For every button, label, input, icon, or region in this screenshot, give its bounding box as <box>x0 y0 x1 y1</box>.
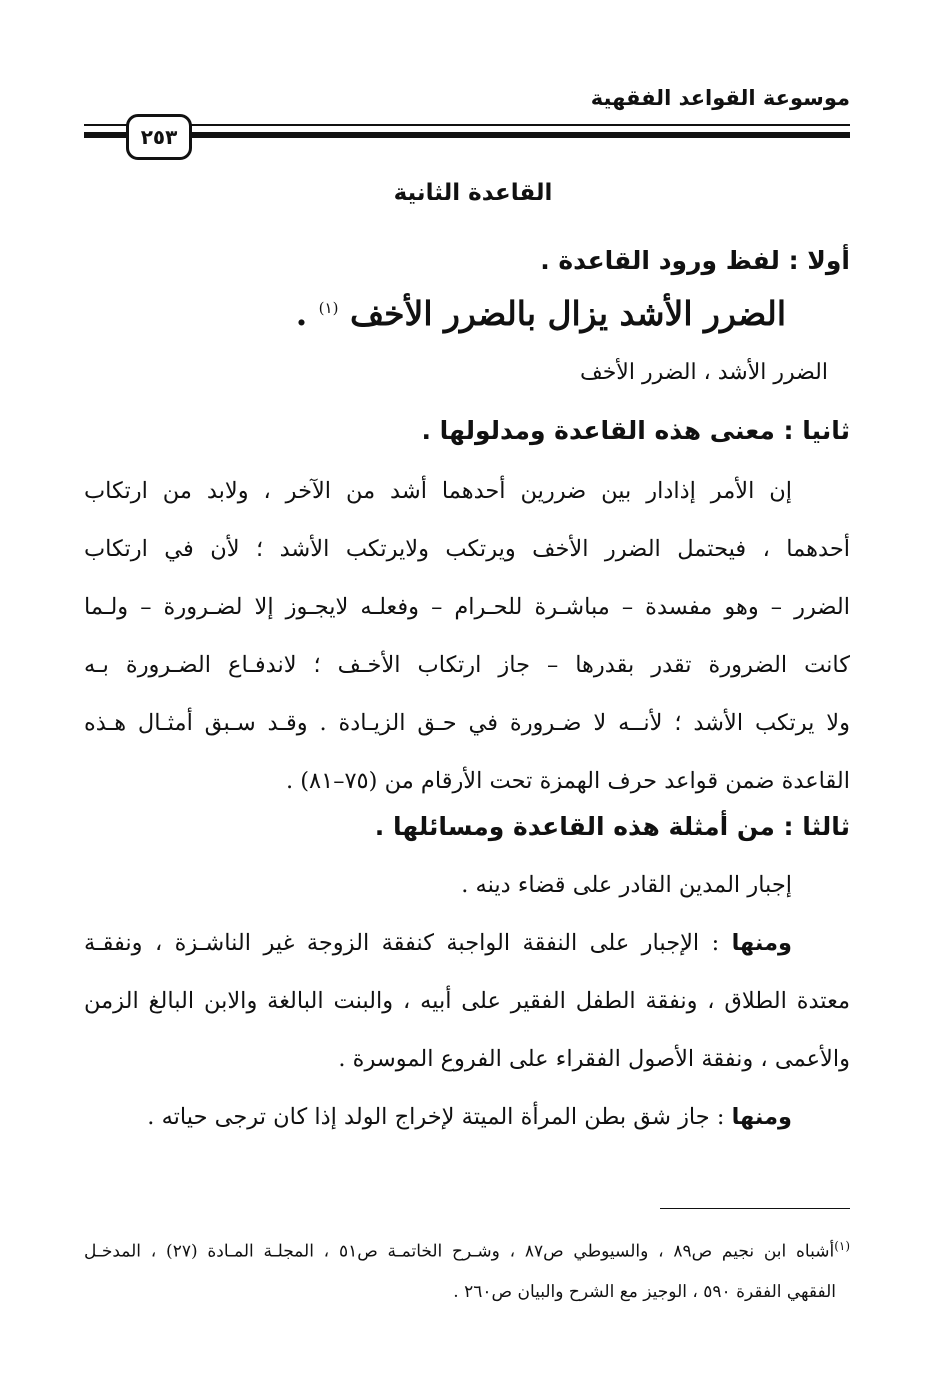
section1-heading: أولا : لفظ ورود القاعدة . <box>540 246 850 275</box>
paragraph-line: أحدهما ، فيحتمل الضرر الأخف ويرتكب ولايرتكب الأشد ؛ لأن في ارتكاب <box>84 536 850 562</box>
rule-statement <box>84 294 786 333</box>
section2-heading: ثانيا : معنى هذه القاعدة ومدلولها . <box>421 416 850 445</box>
meaning-paragraph <box>84 462 850 810</box>
example-text: : جاز شق بطن المرأة الميتة لإخراج الولد إذا كان ترجى حياته . <box>147 1104 732 1130</box>
footnote <box>84 1226 850 1312</box>
example-line: والأعمى ، ونفقة الأصول الفقراء على الفروع الموسرة . <box>338 1046 850 1072</box>
example-line: معتدة الطلاق ، ونفقة الطفل الفقير على أبيه ، والبنت البالغة والابن البالغ الزمن <box>84 988 850 1014</box>
example-1 <box>84 856 792 914</box>
footnote-line <box>84 1226 850 1272</box>
paragraph-line: كانت الضرورة تقدر بقدرها – جاز ارتكاب الأخـف ؛ لاندفـاع الضـرورة بـه <box>84 652 850 678</box>
header-rule-thin <box>84 124 850 126</box>
footnote-number: (١) <box>834 1239 851 1253</box>
footnote-marker[interactable]: (١) <box>318 299 339 317</box>
footnote-text: أشباه ابن نجيم ص٨٩ ، والسيوطي ص٨٧ ، وشـرح الخاتمـة ص٥١ ، المجلـة المـادة (٢٧) ، المدخـل <box>84 1241 835 1262</box>
example-line <box>84 1088 792 1146</box>
book-title: موسوعة القواعد الفقهية <box>590 86 850 110</box>
example-2 <box>84 914 850 1088</box>
paragraph-line: ولا يرتكب الأشد ؛ لأنــه لا ضـرورة في حـق الزيـادة . وقـد سـبق أمثـال هـذه <box>84 710 850 736</box>
lead-word: ومنها <box>731 930 792 956</box>
footnote-separator <box>660 1208 850 1209</box>
header-rule-thick <box>84 132 850 138</box>
chapter-title: القاعدة الثانية <box>393 180 553 206</box>
paragraph-line: الضرر – وهو مفسدة – مباشـرة للحـرام – وفعلـه لايجـوز إلا لضـرورة – ولـما <box>84 594 850 620</box>
paragraph-line: إن الأمر إذادار بين ضررين أحدهما أشد من الآخر ، ولابد من ارتكاب <box>84 478 792 504</box>
rule-end: . <box>295 294 319 333</box>
section3-heading: ثالثا : من أمثلة هذه القاعدة ومسائلها . <box>374 812 850 841</box>
example-line: إجبار المدين القادر على قضاء دينه . <box>461 872 792 898</box>
example-line <box>84 914 850 972</box>
lead-word: ومنها <box>731 1104 792 1130</box>
rule-text: الضرر الأشد يزال بالضرر الأخف <box>349 294 786 333</box>
example-text: : الإجبار على النفقة الواجبة كنفقة الزوجة غير الناشـزة ، ونفقـة <box>84 930 732 956</box>
rule-keywords: الضرر الأشد ، الضرر الأخف <box>579 360 828 385</box>
paragraph-line: القاعدة ضمن قواعد حرف الهمزة تحت الأرقام من (٧٥–٨١) . <box>285 768 850 794</box>
page-number: ٢٥٣ <box>126 114 192 160</box>
footnote-line: الفقهي الفقرة ٥٩٠ ، الوجيز مع الشرح والبيان ص٢٦٠ . <box>453 1281 836 1302</box>
example-3 <box>84 1088 792 1146</box>
